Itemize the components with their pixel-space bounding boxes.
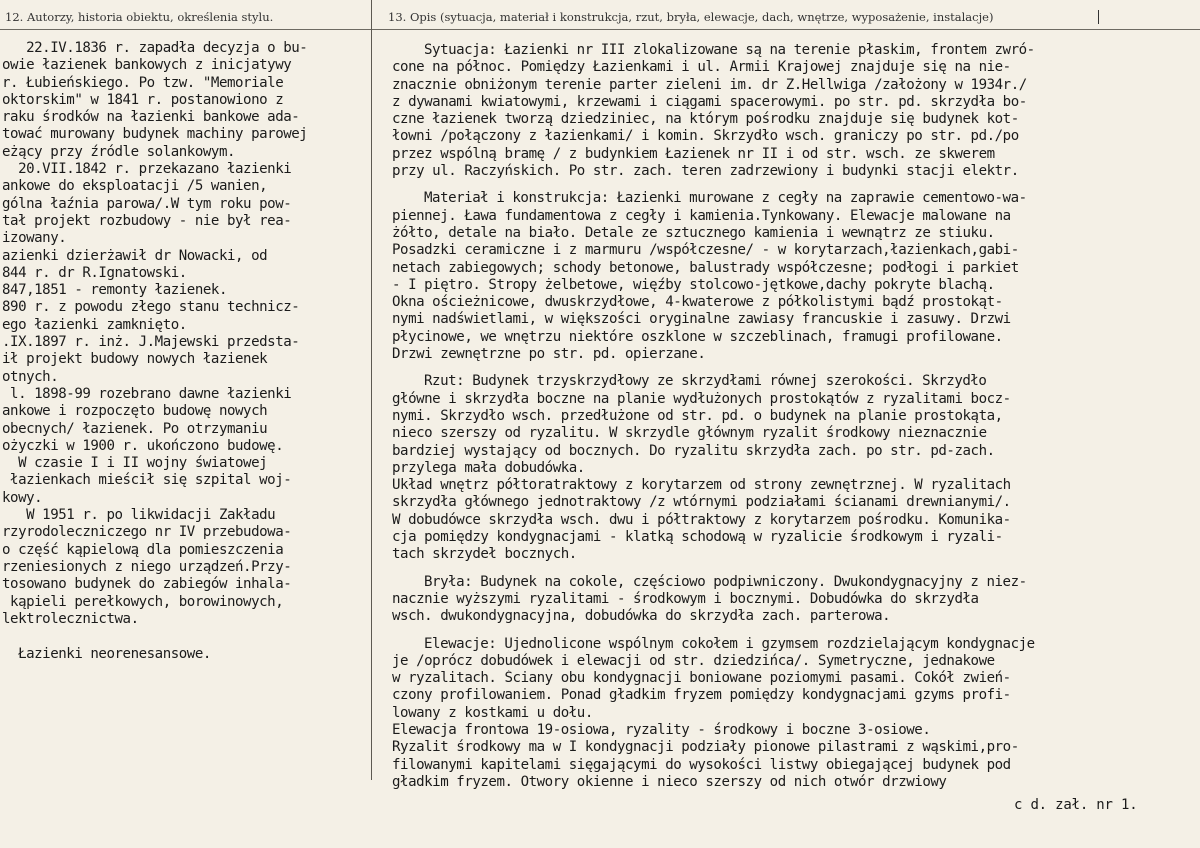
history-column [2,40,368,663]
description-line: Ryzalit środkowy ma w I kondygnacji podziały pionowe pilastrami z wąskimi,pro- [392,739,1019,756]
left-column-heading: 12. Autorzy, historia obiektu, określenia stylu. [5,10,274,24]
description-line: cja pomiędzy kondygnacjami - klatką schodową w ryzalicie środkowym i ryzali- [392,529,1003,546]
description-line: z dywanami kwiatowymi, krzewami i ciągami spacerowymi. po str. pd. skrzydła bo- [392,93,1027,110]
history-line: 847,1851 - remonty łazienek. [2,282,227,299]
description-line: nieco szerszy od ryzalitu. W skrzydle głównym ryzalit środkowy nieznacznie [392,425,987,442]
history-entry [2,334,368,386]
description-line: - I piętro. Stropy żelbetowe, więźby stolcowo-jętkowe,dachy pokryte blachą. [392,276,995,293]
description-line: netach zabiegowych; schody betonowe, balustrady współczesne; podłogi i parkiet [392,259,1019,276]
history-entry [2,386,368,507]
history-line: kąpieli perełkowych, borowinowych, [2,593,284,610]
header-rule [0,29,1200,30]
history-line: r. Łubieńskiego. Po tzw. "Memoriale [2,74,284,91]
history-line: ankowe do eksploatacji /5 wanien, [2,178,268,195]
history-entry [2,248,368,283]
margin-tick-mark [1098,10,1099,24]
history-entry [2,282,368,299]
history-line: ożyczki w 1900 r. ukończono budowę. [2,437,284,454]
description-paragraph [392,636,1192,792]
history-line: ego łazienki zamknięto. [2,316,187,333]
description-line: przez wspólną bramę / z budynkiem Łazienek nr II i od str. wsch. ze skwerem [392,145,995,162]
continuation-note: c d. zał. nr 1. [1014,797,1138,813]
history-line: izowany. [2,230,67,247]
description-line: filowanymi kapitelami sięgającymi do wysokości listwy obiegającej budynek pod [392,756,1011,773]
description-line: Rzut: Budynek trzyskrzydłowy ze skrzydłami równej szerokości. Skrzydło [424,373,987,390]
history-line: azienki dzierżawił dr Nowacki, od [2,247,268,264]
description-line: nymi nadświetlami, w większości oryginalne zawiasy francuskie i zasuwy. Drzwi [392,311,1011,328]
description-line: Bryła: Budynek na cokole, częściowo podpiwniczony. Dwukondygnacyjny z niez- [424,573,1027,590]
history-line: otnych. [2,368,59,385]
description-paragraph [392,190,1192,363]
description-line: tach skrzydeł bocznych. [392,546,577,563]
history-line: 844 r. dr R.Ignatowski. [2,264,187,281]
description-line: znacznie obniżonym terenie parter zieleni im. dr Z.Hellwiga /założony w 1934r./ [392,76,1027,93]
right-column-heading: 13. Opis (sytuacja, materiał i konstrukcja, rzut, bryła, elewacje, dach, wnętrze, wyposażenie, instalacje) [388,10,994,24]
history-line: tał projekt rozbudowy - nie był rea- [2,212,292,229]
description-line: Elewacja frontowa 19-osiowa, ryzality - środkowy i boczne 3-osiowe. [392,721,931,738]
description-line: wsch. dwukondygnacyjna, dobudówka do skrzydła zach. parterowa. [392,608,891,625]
history-line: 890 r. z powodu złego stanu technicz- [2,299,300,316]
description-line: główne i skrzydła boczne na planie wydłużonych prostokątów z ryzalitami bocz- [392,390,1011,407]
history-entry [2,40,368,161]
history-line: 20.VII.1842 r. przekazano łazienki [2,161,292,178]
description-line: żółto, detale na biało. Detale ze sztucznego kamienia i wewnątrz ze stiuku. [392,224,995,241]
description-line: nacznie wyższymi ryzalitami - środkowym i bocznymi. Dobudówka do skrzydła [392,590,979,607]
description-line: Materiał i konstrukcja: Łazienki murowane z cegły na zaprawie cementowo-wa- [424,190,1027,207]
history-line: lektrolecznictwa. [2,610,139,627]
description-line: Elewacje: Ujednolicone wspólnym cokołem i gzymsem rozdzielającym kondygnacje [424,635,1035,652]
description-line: piennej. Ława fundamentowa z cegły i kamienia.Tynkowany. Elewacje malowane na [392,207,1011,224]
history-line: l. 1898-99 rozebrano dawne łazienki [2,385,292,402]
history-line: rzeniesionych z niego urządzeń.Przy- [2,558,292,575]
description-paragraph [392,574,1192,626]
description-column [392,42,1192,791]
history-line: eżący przy źródle solankowym. [2,143,236,160]
history-line: owie łazienek bankowych z inicjatywy [2,57,292,74]
description-line: łowni /połączony z łazienkami/ i komin. Skrzydło wsch. graniczy po str. pd./po [392,128,1019,145]
history-line: obecnych/ łazienek. Po otrzymaniu [2,420,268,437]
description-line: bardziej wystający od bocznych. Do ryzalitu skrzydła zach. po str. pd-zach. [392,442,995,459]
description-line: skrzydła głównego jednotraktowy /z wtórnymi podziałami ścianami drewnianymi/. [392,494,1011,511]
history-line: tosowano budynek do zabiegów inhala- [2,576,292,593]
description-paragraph [392,42,1192,180]
description-line: nymi. Skrzydło wsch. przedłużone od str. pd. o budynek na planie prostokąta, [392,407,1003,424]
history-line: 22.IV.1836 r. zapadła decyzja o bu- [2,40,308,56]
description-line: W dobudówce skrzydła wsch. dwu i półtraktowy z korytarzem pośrodku. Komunika- [392,511,1011,528]
description-line: je /oprócz dobudówek i elewacji od str. dziedzińca/. Symetryczne, jednakowe [392,652,995,669]
description-line: cone na północ. Pomiędzy Łazienkami i ul. Armii Krajowej znajduje się na nie- [392,59,1011,76]
history-line: ankowe i rozpoczęto budowę nowych [2,403,268,420]
description-line: Posadzki ceramiczne i z marmuru /współczesne/ - w korytarzach,łazienkach,gabi- [392,242,1019,259]
history-line: gólna łaźnia parowa/.W tym roku pow- [2,195,292,212]
description-line: przylega mała dobudówka. [392,459,585,476]
history-line: tować murowany budynek machiny parowej [2,126,308,143]
history-line: ił projekt budowy nowych łazienek [2,351,268,368]
description-paragraph [392,373,1192,563]
description-line: czony profilowaniem. Ponad gładkim fryzem pomiędzy kondygnacjami gzyms profi- [392,687,1011,704]
description-line: czne łazienek tworzą dziedziniec, na którym pośrodku znajduje się budynek kot- [392,111,1019,128]
description-line: w ryzalitach. Ściany obu kondygnacji boniowane poziomymi pasami. Cokół zwień- [392,670,1011,687]
column-divider [371,0,372,780]
history-line: o część kąpielową dla pomieszczenia [2,541,284,558]
history-entry [2,161,368,247]
description-line: płycinowe, we wnętrzu niektóre oszklone w szczeblinach, framugi profilowane. [392,328,1003,345]
history-line: .IX.1897 r. inż. J.Majewski przedsta- [2,334,300,351]
description-line: Okna ościeżnicowe, dwuskrzydłowe, 4-kwaterowe z półkolistymi bądź prostokąt- [392,294,1003,311]
description-line: gładkim fryzem. Otwory okienne i nieco szerszy od nich otwór drzwiowy [392,773,947,790]
description-line: Drzwi zewnętrzne po str. pd. opierzane. [392,346,706,363]
description-line: Układ wnętrz półtoratraktowy z korytarzem od strony zewnętrznej. W ryzalitach [392,477,1011,494]
history-line: oktorskim" w 1841 r. postanowiono z [2,91,284,108]
history-entry [2,299,368,334]
history-line: W czasie I i II wojny światowej [2,455,268,472]
description-line: przy ul. Raczyńskich. Po str. zach. teren zadrzewiony i budynki stacji elektr. [392,163,1019,180]
description-line: Sytuacja: Łazienki nr III zlokalizowane są na terenie płaskim, frontem zwró- [424,42,1035,58]
history-line: raku środków na łazienki bankowe ada- [2,109,300,126]
history-entry [2,507,368,628]
history-line: W 1951 r. po likwidacji Zakładu [2,507,276,524]
history-line: kowy. [2,489,43,506]
history-line: rzyrodoleczniczego nr IV przebudowa- [2,524,292,541]
style-determination: Łazienki neorenesansowe. [2,646,211,663]
history-line: łazienkach mieścił się szpital woj- [2,472,292,489]
description-line: lowany z kostkami u dołu. [392,704,593,721]
